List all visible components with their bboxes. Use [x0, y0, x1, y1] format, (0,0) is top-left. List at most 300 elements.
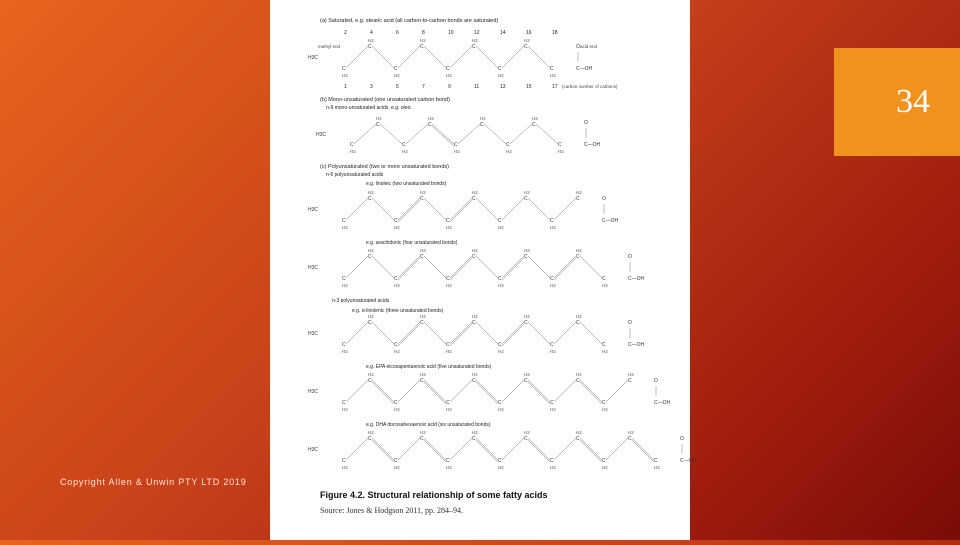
double-bond — [502, 258, 524, 280]
hydrogen-label: H2 — [420, 38, 426, 43]
carbon-atom: C — [342, 276, 346, 282]
double-bond — [424, 382, 446, 404]
carbon-number-top: 12 — [474, 30, 480, 36]
carbon-atom: C — [654, 458, 658, 464]
chain-bond — [450, 46, 472, 68]
carbon-atom: C — [368, 436, 372, 442]
carbon-atom: C — [524, 320, 528, 326]
carbon-atom: C — [550, 400, 554, 406]
carbon-number-bottom: 1 — [344, 84, 347, 90]
double-bond — [372, 440, 394, 462]
carbon-atom: C — [394, 218, 398, 224]
chain-bond — [554, 198, 576, 220]
chain-bond — [346, 198, 368, 220]
double-bond — [580, 382, 602, 404]
chain-bond — [510, 124, 532, 144]
methyl-end-label: methyl end — [318, 44, 341, 49]
hydrogen-label: H2 — [524, 430, 530, 435]
carbon-number-top: 2 — [344, 30, 347, 36]
section-b-heading: (b) Mono-unsaturated (one unsaturated carbon bond) — [320, 97, 450, 103]
hydrogen-label: H2 — [342, 283, 348, 288]
section-c-n3: n-3 polyunsaturated acids — [332, 298, 390, 304]
section-a-heading: (a) Saturated, e.g. stearic acid (all carbon-to-carbon bonds are saturated) — [320, 18, 499, 24]
double-bond — [632, 438, 654, 460]
double-bond — [398, 322, 420, 344]
hydrogen-label: H2 — [402, 149, 408, 154]
hydrogen-label: H2 — [532, 116, 538, 121]
section-c-heading: (c) Polyunsaturated (two or more unsaturated bonds) — [320, 164, 450, 170]
double-bond — [554, 258, 576, 280]
double-bond — [476, 440, 498, 462]
hydrogen-label: H2 — [576, 430, 582, 435]
carbon-atom: C — [420, 320, 424, 326]
carbon-atom: C — [602, 458, 606, 464]
double-bond — [502, 322, 524, 344]
carbonyl-oxygen: O — [680, 436, 684, 442]
double-bond — [398, 198, 420, 220]
carboxyl-group: C—OH — [602, 218, 619, 224]
carbon-atom: C — [506, 142, 510, 148]
carbon-atom: C — [420, 44, 424, 50]
hydrogen-label: H2 — [550, 465, 556, 470]
carbon-atom: C — [446, 276, 450, 282]
methyl-group: H3C — [308, 265, 319, 271]
chain-bond — [528, 256, 550, 278]
hydrogen-label: H2 — [342, 225, 348, 230]
carboxyl-group: C—OH — [584, 142, 601, 148]
hydrogen-label: H2 — [446, 349, 452, 354]
hydrogen-label: H2 — [550, 407, 556, 412]
chain-bond — [372, 46, 394, 68]
carbon-number-bottom: 11 — [474, 84, 480, 90]
chain-bond — [476, 256, 498, 278]
carbon-atom: C — [524, 44, 528, 50]
hydrogen-label: H2 — [420, 248, 426, 253]
hydrogen-label: H2 — [498, 407, 504, 412]
double-bond — [580, 440, 602, 462]
hydrogen-label: H2 — [428, 116, 434, 121]
methyl-group: H3C — [316, 132, 327, 138]
carbon-number-top: 18 — [552, 30, 558, 36]
chain-bond — [450, 438, 472, 460]
chain-bond — [528, 322, 550, 344]
chain-bond — [476, 322, 498, 344]
carbon-numbers-label: (carbon number of carbons) — [562, 84, 618, 89]
hydrogen-label: H2 — [602, 283, 608, 288]
double-bond — [424, 380, 446, 402]
double-bond — [372, 382, 394, 404]
carbon-atom: C — [350, 142, 354, 148]
hydrogen-label: H2 — [420, 190, 426, 195]
carbon-number-top: 10 — [448, 30, 454, 36]
section-c-n6: n-6 polyunsaturated acids — [326, 172, 384, 178]
hydrogen-label: H2 — [576, 248, 582, 253]
hydrogen-label: H2 — [420, 372, 426, 377]
carbon-atom: C — [394, 66, 398, 72]
chain-bond — [346, 380, 368, 402]
double-bond — [528, 440, 550, 462]
carbon-atom: C — [420, 254, 424, 260]
chain-bond — [554, 380, 576, 402]
double-bond — [580, 438, 602, 460]
figure-source: Source: Jones & Hodgson 2011, pp. 284–94. — [320, 506, 464, 515]
section-c-epa: e.g. EPA eicosapentaenoic acid (five unsaturated bonds) — [366, 364, 492, 370]
carbon-atom: C — [576, 320, 580, 326]
carbon-atom: C — [524, 378, 528, 384]
carbon-atom: C — [576, 254, 580, 260]
hydrogen-label: H2 — [394, 349, 400, 354]
hydrogen-label: H2 — [506, 149, 512, 154]
chain-bond — [502, 198, 524, 220]
fatty-acid-structures-diagram — [270, 0, 697, 540]
hydrogen-label: H2 — [550, 73, 556, 78]
carboxyl-group: C—OH — [628, 276, 645, 282]
carbon-atom: C — [498, 66, 502, 72]
double-bond — [424, 440, 446, 462]
chain-bond — [372, 198, 394, 220]
chain-bond — [580, 322, 602, 344]
hydrogen-label: H2 — [498, 225, 504, 230]
acid-end-label: acid end — [580, 44, 598, 49]
hydrogen-label: H2 — [524, 248, 530, 253]
hydrogen-label: H2 — [550, 225, 556, 230]
page-number-badge — [834, 48, 960, 156]
hydrogen-label: H2 — [472, 190, 478, 195]
carbon-atom: C — [524, 254, 528, 260]
double-bond — [528, 438, 550, 460]
carbon-atom: C — [498, 276, 502, 282]
carbon-atom: C — [342, 218, 346, 224]
double-bond — [476, 438, 498, 460]
hydrogen-label: H2 — [394, 407, 400, 412]
carbon-atom: C — [472, 378, 476, 384]
carbon-number-top: 14 — [500, 30, 506, 36]
hydrogen-label: H2 — [368, 248, 374, 253]
chain-bond — [484, 124, 506, 144]
double-bond — [502, 324, 524, 346]
double-bond — [372, 438, 394, 460]
carbon-atom: C — [472, 436, 476, 442]
double-bond — [398, 256, 420, 278]
carbon-atom: C — [602, 400, 606, 406]
hydrogen-label: H2 — [576, 372, 582, 377]
carbon-atom: C — [498, 400, 502, 406]
hydrogen-label: H2 — [376, 116, 382, 121]
carbon-atom: C — [342, 458, 346, 464]
chain-bond — [502, 380, 524, 402]
double-bond — [450, 256, 472, 278]
double-bond — [372, 380, 394, 402]
hydrogen-label: H2 — [602, 465, 608, 470]
double-bond — [432, 126, 454, 146]
carboxyl-group: C—OH — [654, 400, 671, 406]
section-b-sub: n-9 mono-unsaturated acids, e.g. oleic — [326, 105, 412, 111]
chain-bond — [354, 124, 376, 144]
hydrogen-label: H2 — [394, 283, 400, 288]
double-bond — [450, 200, 472, 222]
carbon-atom: C — [498, 218, 502, 224]
hydrogen-label: H2 — [454, 149, 460, 154]
carbon-atom: C — [524, 196, 528, 202]
carbon-atom: C — [368, 320, 372, 326]
hydrogen-label: H2 — [342, 349, 348, 354]
carbon-number-top: 6 — [396, 30, 399, 36]
chain-bond — [346, 322, 368, 344]
chain-bond — [554, 322, 576, 344]
chain-bond — [424, 46, 446, 68]
carbon-atom: C — [446, 342, 450, 348]
carbon-atom: C — [498, 458, 502, 464]
hydrogen-label: H2 — [602, 349, 608, 354]
hydrogen-label: H2 — [558, 149, 564, 154]
double-bond — [424, 438, 446, 460]
carbon-atom: C — [446, 400, 450, 406]
hydrogen-label: H2 — [472, 248, 478, 253]
carbon-atom: C — [472, 44, 476, 50]
carbon-atom: C — [628, 378, 632, 384]
chain-bond — [536, 124, 558, 144]
methyl-group: H3C — [308, 331, 319, 337]
chain-bond — [346, 46, 368, 68]
carbon-atom: C — [472, 196, 476, 202]
hydrogen-label: H2 — [446, 225, 452, 230]
chain-bond — [424, 256, 446, 278]
carbon-atom: C — [550, 218, 554, 224]
carboxyl-group: C—OH — [628, 342, 645, 348]
hydrogen-label: H2 — [420, 430, 426, 435]
chain-bond — [346, 438, 368, 460]
carbon-atom: C — [446, 218, 450, 224]
carbonyl-oxygen: O — [584, 120, 588, 126]
hydrogen-label: H2 — [368, 190, 374, 195]
methyl-group: H3C — [308, 207, 319, 213]
hydrogen-label: H2 — [472, 314, 478, 319]
carbon-atom: C — [394, 458, 398, 464]
copyright-notice: Copyright Allen & Unwin PTY LTD 2019 — [60, 477, 247, 487]
methyl-group: H3C — [308, 55, 319, 61]
page-number: 34 — [896, 83, 930, 120]
hydrogen-label: H2 — [394, 465, 400, 470]
carbon-number-top: 8 — [422, 30, 425, 36]
section-c-arachidonic: e.g. arachidonic (four unsaturated bonds) — [366, 240, 458, 246]
double-bond — [554, 256, 576, 278]
carbon-atom: C — [480, 122, 484, 128]
carbon-atom: C — [602, 276, 606, 282]
carbon-atom: C — [428, 122, 432, 128]
carbon-atom: C — [576, 378, 580, 384]
hydrogen-label: H2 — [576, 314, 582, 319]
carbon-atom: C — [576, 436, 580, 442]
carbon-atom: C — [368, 378, 372, 384]
carbon-atom: C — [342, 342, 346, 348]
hydrogen-label: H2 — [550, 349, 556, 354]
double-bond — [450, 198, 472, 220]
hydrogen-label: H2 — [480, 116, 486, 121]
chain-bond — [606, 438, 628, 460]
carbon-atom: C — [342, 400, 346, 406]
hydrogen-label: H2 — [524, 190, 530, 195]
hydrogen-label: H2 — [628, 372, 634, 377]
chain-bond — [528, 46, 550, 68]
double-bond — [398, 200, 420, 222]
carbon-number-bottom: 7 — [422, 84, 425, 90]
chain-bond — [424, 322, 446, 344]
carbon-atom: C — [368, 254, 372, 260]
chain-bond — [502, 46, 524, 68]
hydrogen-label: H2 — [498, 283, 504, 288]
hydrogen-label: H2 — [342, 407, 348, 412]
carbonyl-oxygen: O — [628, 320, 632, 326]
carbon-atom: C — [498, 342, 502, 348]
hydrogen-label: H2 — [342, 465, 348, 470]
double-bond — [398, 324, 420, 346]
hydrogen-label: H2 — [446, 73, 452, 78]
hydrogen-label: H2 — [446, 407, 452, 412]
hydrogen-label: H2 — [420, 314, 426, 319]
carbonyl-oxygen: O — [602, 196, 606, 202]
hydrogen-label: H2 — [350, 149, 356, 154]
hydrogen-label: H2 — [498, 73, 504, 78]
carbon-atom: C — [420, 196, 424, 202]
carbon-atom: C — [342, 66, 346, 72]
carbon-atom: C — [532, 122, 536, 128]
double-bond — [450, 322, 472, 344]
carbon-atom: C — [558, 142, 562, 148]
chain-bond — [554, 438, 576, 460]
carbon-atom: C — [420, 378, 424, 384]
carbon-number-bottom: 17 — [552, 84, 558, 90]
carbon-atom: C — [550, 66, 554, 72]
carbon-atom: C — [368, 44, 372, 50]
carbon-atom: C — [446, 458, 450, 464]
hydrogen-label: H2 — [368, 38, 374, 43]
chain-bond — [606, 380, 628, 402]
carbon-atom: C — [628, 436, 632, 442]
section-c-alinolenic: e.g. α-linolenic (three unsaturated bonds) — [352, 308, 444, 314]
figure-panel — [270, 0, 697, 540]
chain-bond — [406, 124, 428, 144]
hydrogen-label: H2 — [342, 73, 348, 78]
chain-bond — [424, 198, 446, 220]
hydrogen-label: H2 — [368, 430, 374, 435]
carbon-number-bottom: 3 — [370, 84, 373, 90]
hydrogen-label: H2 — [576, 190, 582, 195]
chain-bond — [528, 198, 550, 220]
hydrogen-label: H2 — [368, 372, 374, 377]
double-bond — [528, 382, 550, 404]
carbon-atom: C — [394, 276, 398, 282]
double-bond — [450, 258, 472, 280]
section-c-dha: e.g. DHA docosahexaenoic acid (six unsaturated bonds) — [366, 422, 491, 428]
hydrogen-label: H2 — [524, 314, 530, 319]
hydrogen-label: H2 — [498, 349, 504, 354]
carbonyl-oxygen: O — [576, 44, 580, 50]
double-bond — [580, 380, 602, 402]
carbon-atom: C — [368, 196, 372, 202]
hydrogen-label: H2 — [628, 430, 634, 435]
carbon-atom: C — [472, 320, 476, 326]
methyl-group: H3C — [308, 389, 319, 395]
hydrogen-label: H2 — [446, 465, 452, 470]
carbon-number-bottom: 9 — [448, 84, 451, 90]
double-bond — [528, 380, 550, 402]
hydrogen-label: H2 — [498, 465, 504, 470]
carbon-atom: C — [402, 142, 406, 148]
carbon-atom: C — [602, 342, 606, 348]
hydrogen-label: H2 — [394, 73, 400, 78]
carbon-number-bottom: 15 — [526, 84, 532, 90]
chain-bond — [458, 124, 480, 144]
chain-bond — [398, 46, 420, 68]
carbon-number-bottom: 5 — [396, 84, 399, 90]
hydrogen-label: H2 — [446, 283, 452, 288]
section-c-linoleic: e.g. linoleic (two unsaturated bonds) — [366, 181, 447, 187]
carbon-number-top: 4 — [370, 30, 373, 36]
carbon-number-bottom: 13 — [500, 84, 506, 90]
double-bond — [632, 440, 654, 462]
chain-bond — [398, 438, 420, 460]
chain-bond — [450, 380, 472, 402]
carbon-atom: C — [454, 142, 458, 148]
carbon-atom: C — [394, 342, 398, 348]
double-bond — [502, 256, 524, 278]
carbon-atom: C — [550, 458, 554, 464]
carbon-atom: C — [524, 436, 528, 442]
carbon-atom: C — [576, 196, 580, 202]
double-bond — [432, 124, 454, 144]
carbonyl-oxygen: O — [628, 254, 632, 260]
molecule-chains — [308, 30, 697, 470]
chain-bond — [346, 256, 368, 278]
double-bond — [398, 258, 420, 280]
methyl-group: H3C — [308, 447, 319, 453]
hydrogen-label: H2 — [524, 372, 530, 377]
carbon-atom: C — [472, 254, 476, 260]
carbon-atom: C — [394, 400, 398, 406]
carbon-number-top: 16 — [526, 30, 532, 36]
hydrogen-label: H2 — [472, 372, 478, 377]
hydrogen-label: H2 — [394, 225, 400, 230]
double-bond — [476, 382, 498, 404]
carbonyl-oxygen: O — [654, 378, 658, 384]
carbon-atom: C — [550, 276, 554, 282]
chain-bond — [476, 46, 498, 68]
chain-bond — [372, 256, 394, 278]
carbon-atom: C — [376, 122, 380, 128]
chain-bond — [380, 124, 402, 144]
carbon-atom: C — [550, 342, 554, 348]
double-bond — [450, 324, 472, 346]
hydrogen-label: H2 — [654, 465, 660, 470]
hydrogen-label: H2 — [472, 38, 478, 43]
chain-bond — [476, 198, 498, 220]
chain-bond — [398, 380, 420, 402]
hydrogen-label: H2 — [472, 430, 478, 435]
carbon-atom: C — [420, 436, 424, 442]
double-bond — [476, 380, 498, 402]
chain-bond — [372, 322, 394, 344]
carboxyl-group: C—OH — [680, 458, 697, 464]
figure-caption: Figure 4.2. Structural relationship of some fatty acids — [320, 490, 548, 500]
hydrogen-label: H2 — [368, 314, 374, 319]
hydrogen-label: H2 — [602, 407, 608, 412]
hydrogen-label: H2 — [524, 38, 530, 43]
carboxyl-group: C—OH — [576, 66, 593, 72]
chain-bond — [580, 256, 602, 278]
carbon-atom: C — [446, 66, 450, 72]
hydrogen-label: H2 — [550, 283, 556, 288]
chain-bond — [502, 438, 524, 460]
